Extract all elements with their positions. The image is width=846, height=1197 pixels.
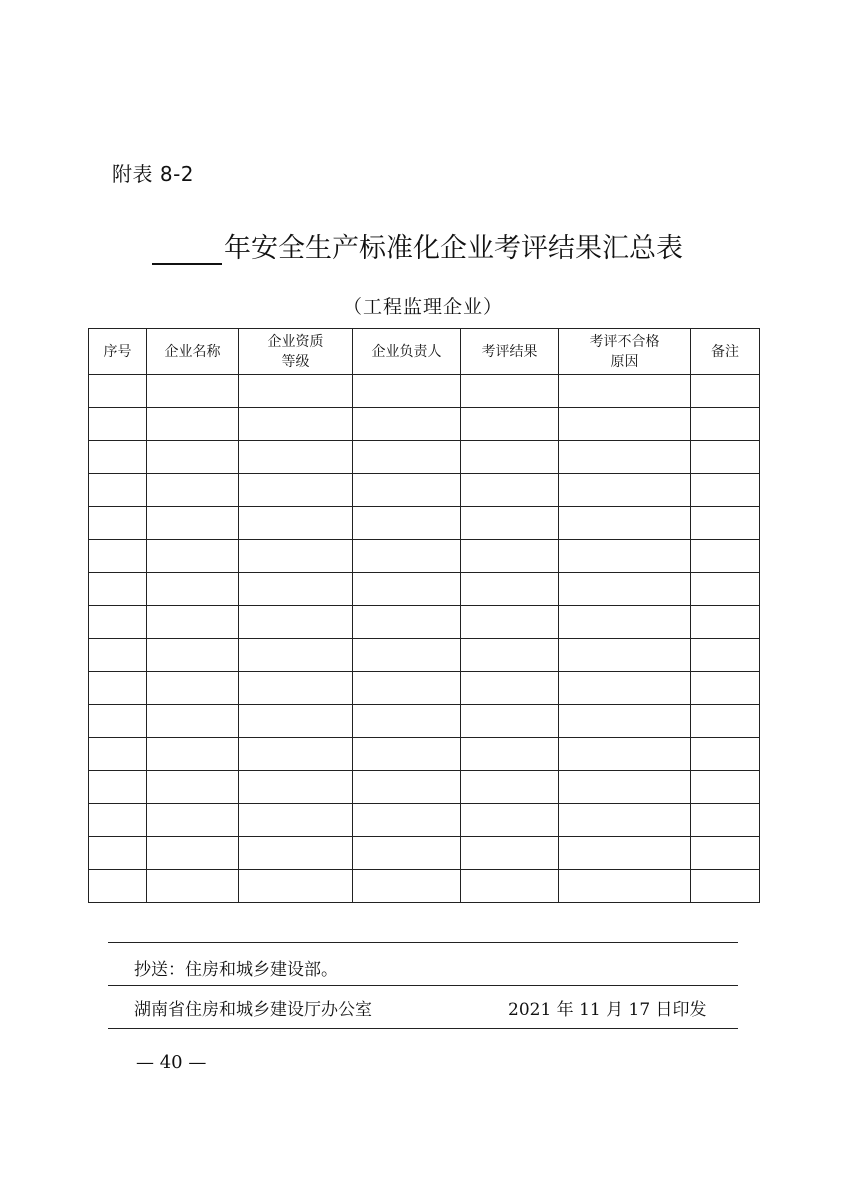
table-cell (239, 375, 353, 408)
table-cell (559, 441, 691, 474)
table-cell (461, 705, 559, 738)
table-cell (559, 573, 691, 606)
table-cell (559, 507, 691, 540)
table-cell (239, 540, 353, 573)
table-cell (691, 672, 760, 705)
table-cell (89, 639, 147, 672)
table-cell (147, 507, 239, 540)
table-cell (239, 408, 353, 441)
table-cell (691, 606, 760, 639)
table-header-row (89, 329, 760, 375)
table-cell (461, 870, 559, 903)
issue-date: 2021 年 11 月 17 日印发 (508, 1000, 707, 1020)
table-cell (89, 606, 147, 639)
table-cell (691, 705, 760, 738)
table-cell (353, 408, 461, 441)
table-cell (691, 540, 760, 573)
table-cell (89, 738, 147, 771)
table-row (89, 606, 760, 639)
table-cell (89, 573, 147, 606)
table-cell (239, 606, 353, 639)
table-cell (691, 870, 760, 903)
table-cell (353, 474, 461, 507)
table-cell (559, 639, 691, 672)
table-cell (239, 705, 353, 738)
table-cell (691, 738, 760, 771)
table-row (89, 375, 760, 408)
table-cell (89, 375, 147, 408)
table-cell (461, 672, 559, 705)
table-cell (559, 375, 691, 408)
table-cell (461, 540, 559, 573)
table-cell (559, 870, 691, 903)
table-cell (89, 771, 147, 804)
header-cell: 考评不合格 原因 (559, 329, 691, 375)
table-row (89, 672, 760, 705)
table-cell (691, 639, 760, 672)
table-cell (461, 804, 559, 837)
table-cell (147, 441, 239, 474)
summary-table (88, 328, 760, 903)
table-cell (89, 837, 147, 870)
table-cell (461, 573, 559, 606)
table-cell (147, 672, 239, 705)
table-cell (559, 771, 691, 804)
table-cell (147, 870, 239, 903)
table-row (89, 507, 760, 540)
table-cell (461, 408, 559, 441)
table-cell (559, 804, 691, 837)
table-cell (147, 705, 239, 738)
table-row (89, 639, 760, 672)
table-cell (353, 375, 461, 408)
table-cell (239, 738, 353, 771)
table-cell (353, 705, 461, 738)
table-cell (461, 441, 559, 474)
title-text: 年安全生产标准化企业考评结果汇总表 (224, 233, 683, 264)
header-cell: 序号 (89, 329, 147, 375)
table-row (89, 573, 760, 606)
table-cell (89, 870, 147, 903)
table-cell (353, 738, 461, 771)
table-cell (691, 804, 760, 837)
table-cell (353, 870, 461, 903)
table-cell (239, 639, 353, 672)
table-cell (559, 540, 691, 573)
table-cell (353, 507, 461, 540)
table-cell (691, 771, 760, 804)
table-cell (559, 738, 691, 771)
table-cell (89, 441, 147, 474)
table-cell (461, 639, 559, 672)
table-row (89, 837, 760, 870)
table-row (89, 870, 760, 903)
table-cell (147, 771, 239, 804)
table-row (89, 441, 760, 474)
table-cell (461, 474, 559, 507)
table-cell (559, 606, 691, 639)
table-cell (461, 507, 559, 540)
table-cell (353, 804, 461, 837)
table-row (89, 540, 760, 573)
table-cell (147, 639, 239, 672)
table-row (89, 771, 760, 804)
header-cell: 企业名称 (147, 329, 239, 375)
table-cell (461, 606, 559, 639)
table-cell (559, 474, 691, 507)
table-cell (353, 606, 461, 639)
table-cell (147, 540, 239, 573)
footer-rule-top (108, 942, 738, 943)
table-cell (89, 507, 147, 540)
table-cell (89, 540, 147, 573)
table-cell (353, 672, 461, 705)
table-cell (147, 408, 239, 441)
table-cell (239, 771, 353, 804)
table-cell (691, 573, 760, 606)
table-cell (691, 837, 760, 870)
table-cell (691, 408, 760, 441)
table-cell (89, 672, 147, 705)
table-cell (691, 441, 760, 474)
table-body (89, 375, 760, 903)
table-cell (89, 705, 147, 738)
table-row (89, 474, 760, 507)
table-cell (559, 408, 691, 441)
table-cell (353, 573, 461, 606)
table-cell (239, 870, 353, 903)
table-cell (89, 408, 147, 441)
header-cell: 考评结果 (461, 329, 559, 375)
table-cell (461, 738, 559, 771)
table-cell (353, 771, 461, 804)
footer-rule-middle (108, 985, 738, 986)
year-blank (152, 227, 222, 265)
table-cell (691, 375, 760, 408)
table-cell (559, 705, 691, 738)
table-cell (353, 441, 461, 474)
header-cell: 企业资质 等级 (239, 329, 353, 375)
table-cell (239, 804, 353, 837)
table-row (89, 408, 760, 441)
table-cell (147, 474, 239, 507)
table-cell (461, 375, 559, 408)
page-number: — 40 — (136, 1052, 207, 1073)
table-cell (691, 474, 760, 507)
table-cell (353, 639, 461, 672)
table-row (89, 738, 760, 771)
table-cell (461, 771, 559, 804)
table-cell (147, 738, 239, 771)
table-cell (147, 804, 239, 837)
table-cell (147, 375, 239, 408)
table-cell (239, 474, 353, 507)
table-cell (239, 573, 353, 606)
table-cell (239, 441, 353, 474)
table-cell (239, 837, 353, 870)
table-cell (147, 573, 239, 606)
table-cell (559, 837, 691, 870)
footer-rule-bottom (108, 1028, 738, 1029)
table-cell (239, 672, 353, 705)
table-cell (147, 837, 239, 870)
document-title (152, 226, 683, 265)
subtitle: （工程监理企业） (342, 296, 503, 318)
table-cell (239, 507, 353, 540)
header-cell: 企业负责人 (353, 329, 461, 375)
table-cell (353, 540, 461, 573)
issuer: 湖南省住房和城乡建设厅办公室 (134, 1000, 372, 1020)
table-cell (691, 507, 760, 540)
cc-line: 抄送：住房和城乡建设部。 (134, 960, 338, 980)
table-row (89, 705, 760, 738)
table-cell (461, 837, 559, 870)
table-row (89, 804, 760, 837)
table-cell (353, 837, 461, 870)
table-cell (559, 672, 691, 705)
table-cell (89, 804, 147, 837)
table-cell (147, 606, 239, 639)
header-cell: 备注 (691, 329, 760, 375)
table-cell (89, 474, 147, 507)
appendix-label: 附表 8-2 (112, 162, 195, 186)
